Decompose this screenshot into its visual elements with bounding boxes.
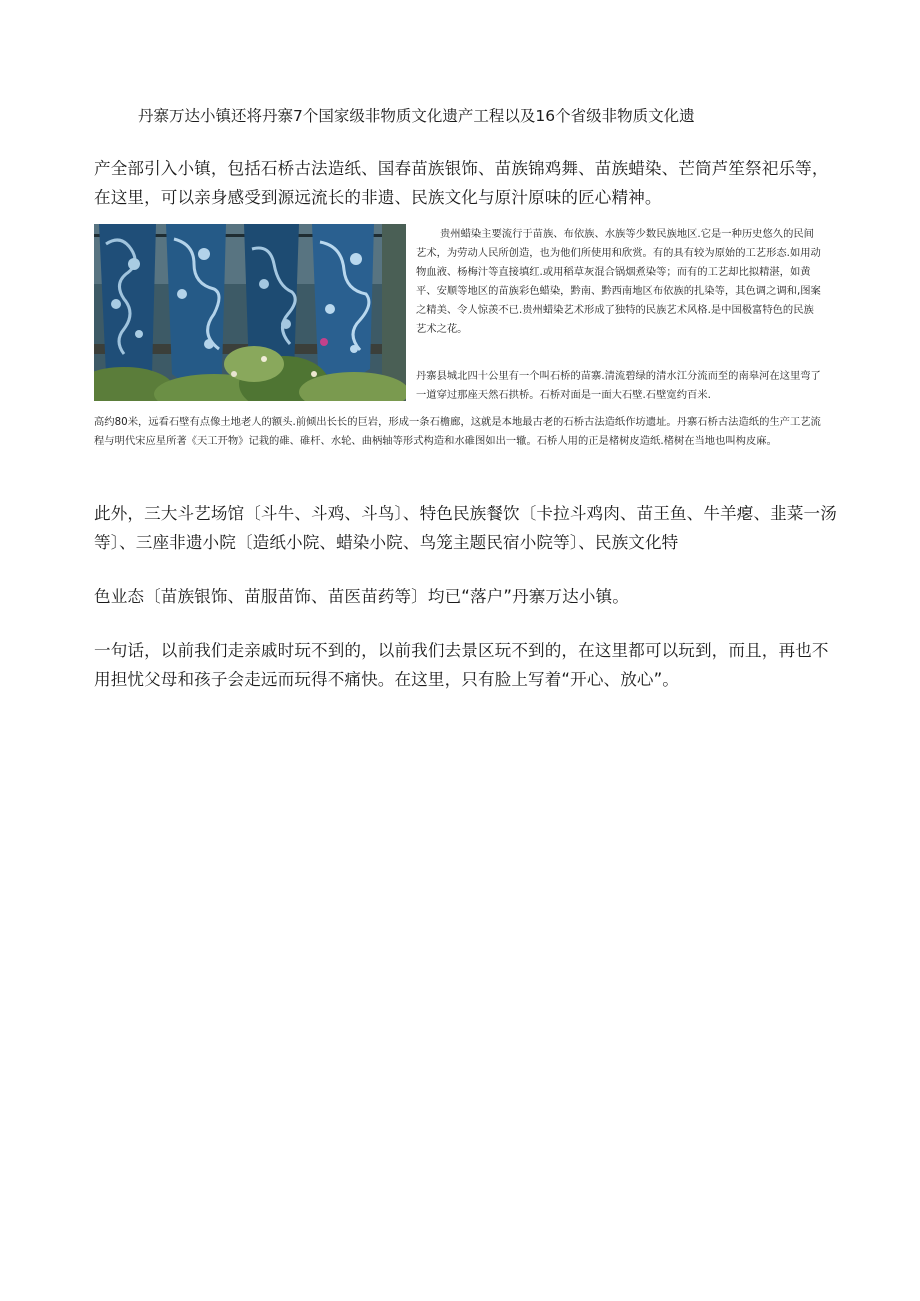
batik-caption: 贵州蜡染主要流行于苗族、布依族、水族等少数民族地区.它是一种历史悠久的民间艺术，为劳动人民所创造，也为他们所使用和欣赏。有的具有较为原始的工艺形态.如用动物血液、杨梅汁等直接填红.或用稻草灰混合锅烟煮染等；而有的工艺却比拟精湛，如黄平、安顺等地区的苗族彩色蜡染，黔南、黔西南地区布依族的扎染等，其色调之调和,图案之精美、令人惊羡不已.贵州蜡染艺术形成了独特的民族艺术风格.是中国极富特色的民族艺术之花。	[416, 228, 821, 335]
shiqiao-caption-b: 高约80米，远看石壁有点像土地老人的额头.前倾出长长的巨岩，形成一条石檐廊，这就是本地最古老的石桥古法造纸作坊遗址。丹寨石桥古法造纸的生产工艺流程与明代宋应星所著《天工开物》记栽的碓、碓杆、水轮、曲柄轴等形式构造和水碓图如出一辙。石桥人用的正是楮树皮造纸.楮树在当地也叫构皮麻。	[94, 416, 821, 447]
venues-paragraph: 此外，三大斗艺场馆〔斗牛、斗鸡、斗鸟〕、特色民族餐饮〔卡拉斗鸡肉、苗王鱼、牛羊瘪、韭菜一汤等〕、三座非遗小院〔造纸小院、蜡染小院、鸟笼主题民宿小院等〕、民族文化特	[94, 504, 837, 552]
batik-photo	[94, 224, 406, 401]
section-heading: 丹寨万达小镇还将丹寨7个国家级非物质文化遗产工程以及16个省级非物质文化遗	[138, 107, 695, 125]
summary-paragraph: 一句话，以前我们走亲戚时玩不到的，以前我们去景区玩不到的，在这里都可以玩到，而且，再也不用担忧父母和孩子会走远而玩得不痛快。在这里，只有脸上写着“开心、放心”。	[94, 641, 829, 689]
intro-paragraph: 产全部引入小镇，包括石桥古法造纸、国春苗族银饰、苗族锦鸡舞、苗族蜡染、芒筒芦笙祭祀乐等，在这里，可以亲身感受到源远流长的非遗、民族文化与原汁原味的匠心精神。	[94, 159, 829, 207]
business-paragraph: 色业态〔苗族银饰、苗服苗饰、苗医苗药等〕均已“落户”丹寨万达小镇。	[94, 587, 629, 606]
shiqiao-caption-a: 丹寨县城北四十公里有一个叫石桥的苗寨.清流碧绿的清水江分流而至的南皋河在这里弯了一道穿过那座天然石拱桥。石桥对面是一面大石壁.石壁宽约百米.	[416, 370, 821, 401]
